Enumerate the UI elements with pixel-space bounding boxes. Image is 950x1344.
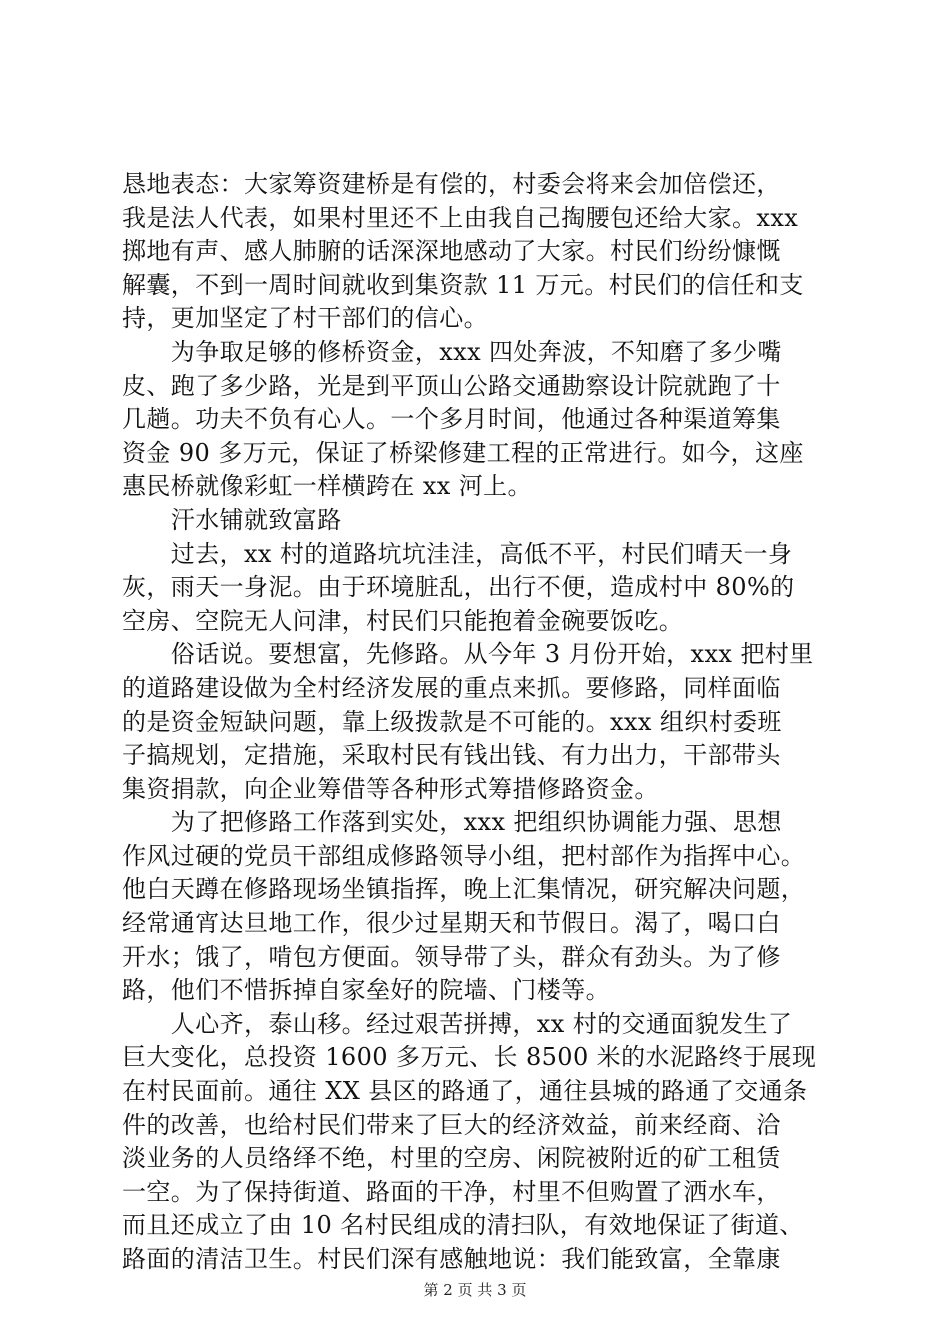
text-line: 灰，雨天一身泥。由于环境脏乱，出行不便，造成村中 80%的 [122, 573, 795, 602]
text-line: 掷地有声、感人肺腑的话深深地感动了大家。村民们纷纷慷慨 [122, 237, 781, 266]
section-heading: 汗水铺就致富路 [122, 505, 342, 534]
text-line: 持，更加坚定了村干部们的信心。 [122, 304, 488, 333]
text-line: 几趟。功夫不负有心人。一个多月时间，他通过各种渠道筹集 [122, 405, 781, 434]
text-line: 而且还成立了由 10 名村民组成的清扫队，有效地保证了街道、 [122, 1211, 804, 1240]
text-line: 开水；饿了，啃包方便面。领导带了头，群众有劲头。为了修 [122, 942, 781, 971]
text-line: 恳地表态：大家筹资建桥是有偿的，村委会将来会加倍偿还， [122, 170, 781, 198]
text-line: 过去，xx 村的道路坑坑洼洼，高低不平，村民们晴天一身 [122, 539, 793, 568]
text-line: 在村民面前。通往 XX 县区的路通了，通往县城的路通了交通条 [122, 1077, 808, 1106]
text-line: 俗话说。要想富，先修路。从今年 3 月份开始，xxx 把村里 [122, 640, 814, 669]
text-line: 路，他们不惜拆掉自家垒好的院墙、门楼等。 [122, 976, 610, 1005]
text-line: 皮、跑了多少路，光是到平顶山公路交通勘察设计院就跑了十 [122, 371, 781, 400]
text-line: 的道路建设做为全村经济发展的重点来抓。要修路，同样面临 [122, 673, 781, 702]
text-line: 人心齐，泰山移。经过艰苦拼搏，xx 村的交通面貌发生了 [122, 1009, 793, 1038]
text-line: 的是资金短缺问题，靠上级拨款是不可能的。xxx 组织村委班 [122, 707, 782, 736]
text-line: 件的改善，也给村民们带来了巨大的经济效益，前来经商、洽 [122, 1110, 781, 1139]
body-text [122, 168, 842, 1277]
text-line: 解囊，不到一周时间就收到集资款 11 万元。村民们的信任和支 [122, 270, 804, 299]
text-line: 巨大变化，总投资 1600 多万元、长 8500 米的水泥路终于展现 [122, 1043, 817, 1072]
text-line: 一空。为了保持街道、路面的干净，村里不但购置了洒水车， [122, 1177, 781, 1206]
text-line: 他白天蹲在修路现场坐镇指挥，晚上汇集情况，研究解决问题， [122, 875, 806, 904]
text-line: 路面的清洁卫生。村民们深有感触地说：我们能致富，全靠康 [122, 1245, 781, 1273]
text-line: 为了把修路工作落到实处，xxx 把组织协调能力强、思想 [122, 808, 782, 837]
text-line: 淡业务的人员络绎不绝，村里的空房、闲院被附近的矿工租赁 [122, 1144, 781, 1173]
text-line: 为争取足够的修桥资金，xxx 四处奔波，不知磨了多少嘴 [122, 337, 782, 366]
text-line: 子搞规划，定措施，采取村民有钱出钱、有力出力，干部带头 [122, 741, 781, 770]
text-line: 空房、空院无人问津，村民们只能抱着金碗要饭吃。 [122, 606, 684, 635]
text-line: 作风过硬的党员干部组成修路领导小组，把村部作为指挥中心。 [122, 841, 806, 870]
text-line: 惠民桥就像彩虹一样横跨在 xx 河上。 [122, 472, 532, 501]
text-line: 资金 90 多万元，保证了桥梁修建工程的正常进行。如今，这座 [122, 438, 804, 467]
text-line: 集资捐款，向企业筹借等各种形式筹措修路资金。 [122, 774, 659, 803]
text-line: 经常通宵达旦地工作，很少过星期天和节假日。渴了，喝口白 [122, 909, 781, 938]
page-number-footer: 第 2 页 共 3 页 [423, 1281, 527, 1299]
text-line: 我是法人代表，如果村里还不上由我自己掏腰包还给大家。xxx [122, 203, 799, 232]
